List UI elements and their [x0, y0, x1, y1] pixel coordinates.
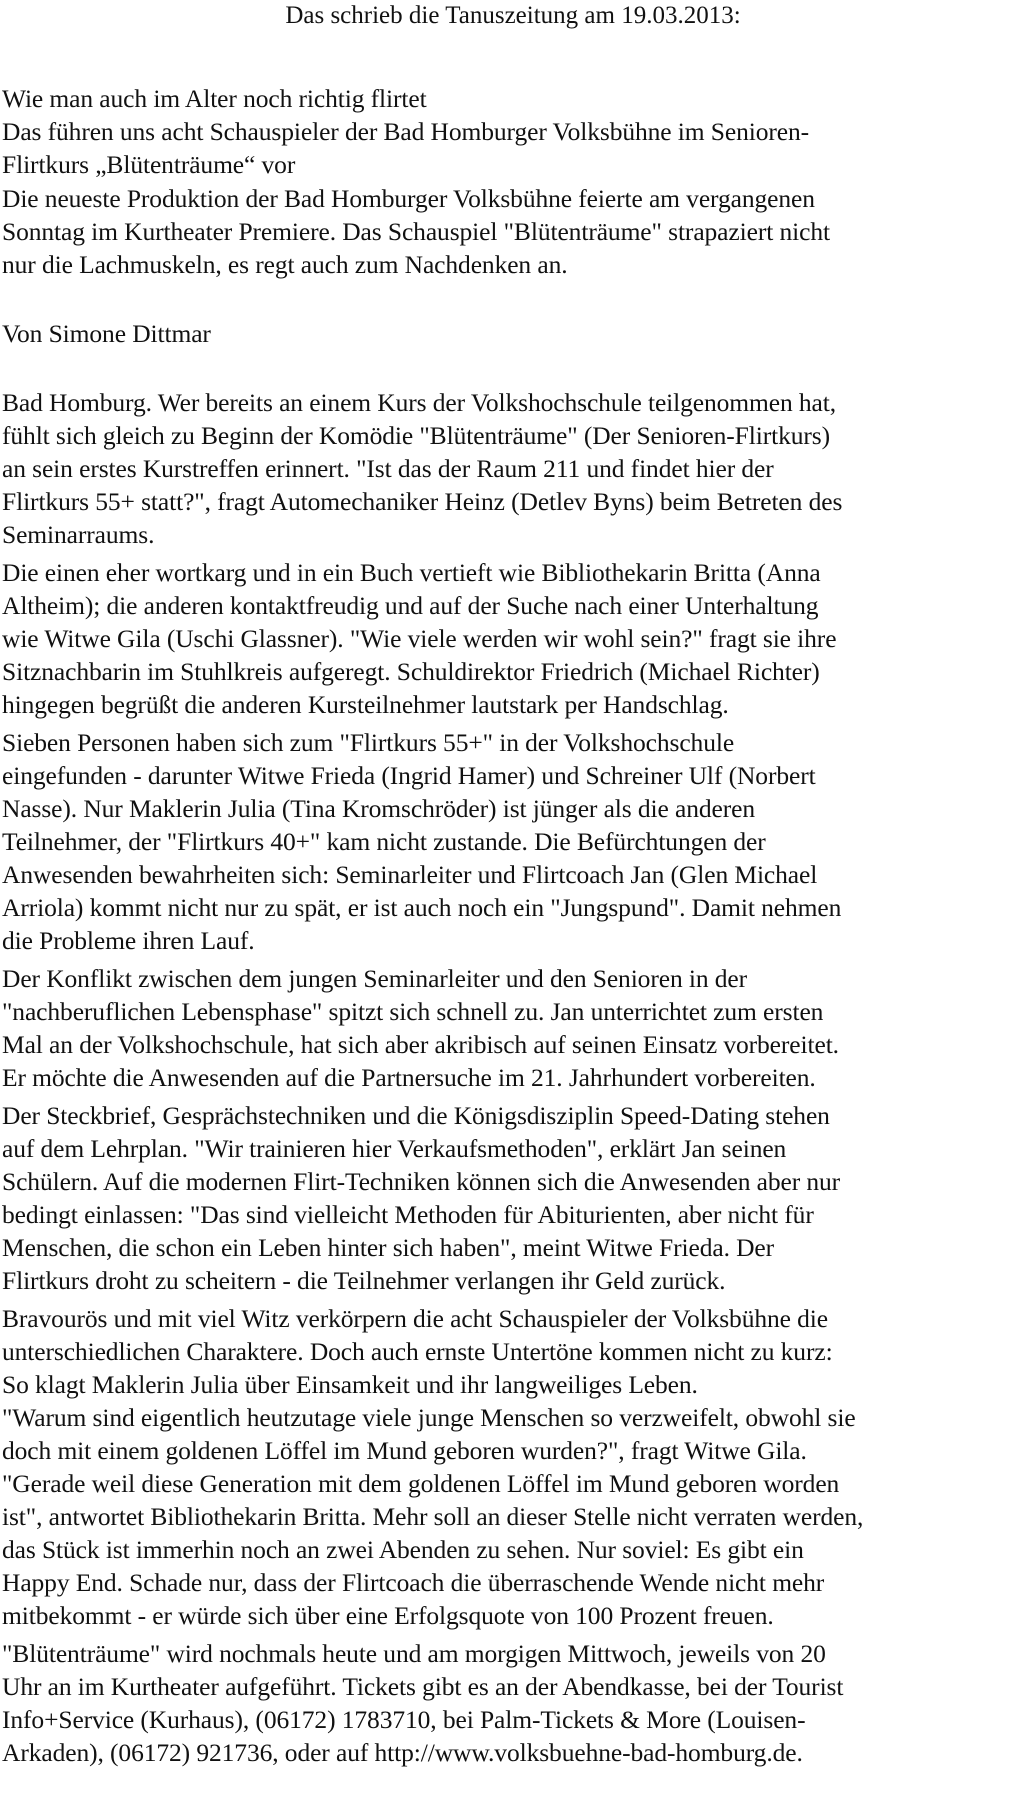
text-line: unterschiedlichen Charaktere. Doch auch ernste Untertöne kommen nicht zu kurz: [2, 1337, 833, 1366]
text-line: Seminarraums. [2, 520, 155, 549]
ticket-info [2, 1637, 1024, 1769]
text-line: Sitznachbarin im Stuhlkreis aufgeregt. Schuldirektor Friedrich (Michael Richter) [2, 657, 820, 686]
paragraph [2, 556, 1024, 721]
text-line: an sein erstes Kurstreffen erinnert. "Ist das der Raum 211 und findet hier der [2, 454, 774, 483]
article-body [2, 82, 1024, 1769]
text-line: nur die Lachmuskeln, es regt auch zum Nachdenken an. [2, 250, 568, 279]
text-line: Flirtkurs 55+ statt?", fragt Automechaniker Heinz (Detlev Byns) beim Betreten des [2, 487, 843, 516]
byline [2, 317, 1024, 350]
text-line: "Blütenträume" wird nochmals heute und am morgigen Mittwoch, jeweils von 20 [2, 1639, 826, 1668]
text-line: ist", antwortet Bibliothekarin Britta. Mehr soll an dieser Stelle nicht verraten werden, [2, 1502, 864, 1531]
text-line: Happy End. Schade nur, dass der Flirtcoach die überraschende Wende nicht mehr [2, 1568, 825, 1597]
text-line: fühlt sich gleich zu Beginn der Komödie "Blütenträume" (Der Senioren-Flirtkurs) [2, 421, 831, 450]
text-line: Altheim); die anderen kontaktfreudig und auf der Suche nach einer Unterhaltung [2, 591, 819, 620]
text-line: Der Konflikt zwischen dem jungen Seminarleiter und den Senioren in der [2, 964, 748, 993]
text-line: hingegen begrüßt die anderen Kursteilnehmer lautstark per Handschlag. [2, 690, 729, 719]
headline [2, 82, 1024, 181]
text-line: Sonntag im Kurtheater Premiere. Das Schauspiel "Blütenträume" strapaziert nicht [2, 217, 830, 246]
text-line: Uhr an im Kurtheater aufgeführt. Tickets gibt es an der Abendkasse, bei der Tourist [2, 1672, 844, 1701]
text-line: bedingt einlassen: "Das sind vielleicht Methoden für Abiturienten, aber nicht für [2, 1200, 814, 1229]
text-line: Teilnehmer, der "Flirtkurs 40+" kam nicht zustande. Die Befürchtungen der [2, 827, 766, 856]
text-line: Wie man auch im Alter noch richtig flirtet [2, 84, 427, 113]
text-line: Nasse). Nur Maklerin Julia (Tina Kromschröder) ist jünger als die anderen [2, 794, 756, 823]
text-line: Menschen, die schon ein Leben hinter sich haben", meint Witwe Frieda. Der [2, 1233, 775, 1262]
text-line: "Gerade weil diese Generation mit dem goldenen Löffel im Mund geboren worden [2, 1469, 840, 1498]
page-title: Das schrieb die Tanuszeitung am 19.03.2013: [285, 2, 741, 29]
text-line: Er möchte die Anwesenden auf die Partnersuche im 21. Jahrhundert vorbereiten. [2, 1063, 816, 1092]
text-line: Anwesenden bewahrheiten sich: Seminarleiter und Flirtcoach Jan (Glen Michael [2, 860, 818, 889]
paragraph [2, 386, 1024, 551]
text-line: Die einen eher wortkarg und in ein Buch vertieft wie Bibliothekarin Britta (Anna [2, 558, 821, 587]
paragraph [2, 1467, 1024, 1632]
text-line: Info+Service (Kurhaus), (06172) 1783710, bei Palm-Tickets & More (Louisen- [2, 1705, 806, 1734]
paragraph [2, 1302, 1024, 1401]
text-line: So klagt Maklerin Julia über Einsamkeit und ihr langweiliges Leben. [2, 1370, 698, 1399]
text-line: Arriola) kommt nicht nur zu spät, er ist auch noch ein "Jungspund". Damit nehmen [2, 893, 842, 922]
paragraph [2, 1099, 1024, 1297]
text-line: Mal an der Volkshochschule, hat sich aber akribisch auf seinen Einsatz vorbereitet. [2, 1030, 839, 1059]
paragraph [2, 962, 1024, 1094]
text-line: wie Witwe Gila (Uschi Glassner). "Wie viele werden wir wohl sein?" fragt sie ihre [2, 624, 837, 653]
text-line: Schülern. Auf die modernen Flirt-Techniken können sich die Anwesenden aber nur [2, 1167, 841, 1196]
text-line: Bad Homburg. Wer bereits an einem Kurs der Volkshochschule teilgenommen hat, [2, 388, 837, 417]
text-line: Sieben Personen haben sich zum "Flirtkurs 55+" in der Volkshochschule [2, 728, 735, 757]
text-line: Von Simone Dittmar [2, 319, 211, 348]
text-line: die Probleme ihren Lauf. [2, 926, 255, 955]
text-line: das Stück ist immerhin noch an zwei Abenden zu sehen. Nur soviel: Es gibt ein [2, 1535, 804, 1564]
lead [2, 182, 1024, 281]
text-line: "nachberuflichen Lebensphase" spitzt sich schnell zu. Jan unterrichtet zum ersten [2, 997, 824, 1026]
text-line: Die neueste Produktion der Bad Homburger Volksbühne feierte am vergangenen [2, 184, 815, 213]
paragraph [2, 1401, 1024, 1467]
text-line: auf dem Lehrplan. "Wir trainieren hier Verkaufsmethoden", erklärt Jan seinen [2, 1134, 787, 1163]
text-line: "Warum sind eigentlich heutzutage viele junge Menschen so verzweifelt, obwohl sie [2, 1403, 856, 1432]
text-line: mitbekommt - er würde sich über eine Erfolgsquote von 100 Prozent freuen. [2, 1601, 774, 1630]
text-line: eingefunden - darunter Witwe Frieda (Ingrid Hamer) und Schreiner Ulf (Norbert [2, 761, 816, 790]
text-line: Der Steckbrief, Gesprächstechniken und die Königsdisziplin Speed-Dating stehen [2, 1101, 830, 1130]
text-line: doch mit einem goldenen Löffel im Mund geboren wurden?", fragt Witwe Gila. [2, 1436, 807, 1465]
text-line: Arkaden), (06172) 921736, oder auf http://www.volksbuehne-bad-homburg.de. [2, 1738, 803, 1767]
text-line: Bravourös und mit viel Witz verkörpern die acht Schauspieler der Volksbühne die [2, 1304, 829, 1333]
paragraph [2, 726, 1024, 957]
text-line: Flirtkurs „Blütenträume“ vor [2, 150, 296, 179]
article-document [0, 2, 1024, 1769]
text-line: Flirtkurs droht zu scheitern - die Teilnehmer verlangen ihr Geld zurück. [2, 1266, 726, 1295]
text-line: Das führen uns acht Schauspieler der Bad Homburger Volksbühne im Senioren- [2, 117, 810, 146]
